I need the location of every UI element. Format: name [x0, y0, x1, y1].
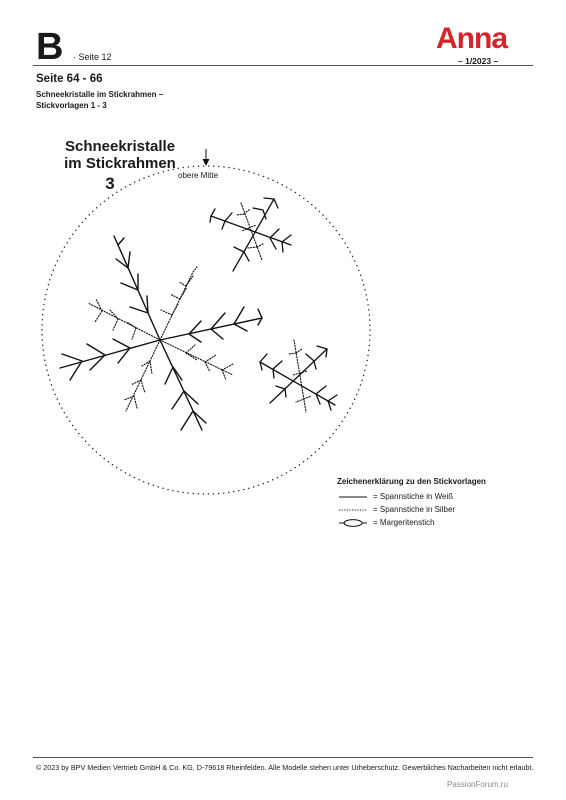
legend-title: Zeichenerklärung zu den Stickvorlagen	[337, 477, 486, 486]
lazy-daisy-icon	[337, 518, 371, 528]
small-snowflake-upper	[210, 198, 291, 271]
legend-item-white	[337, 490, 486, 503]
large-snowflake	[60, 236, 262, 430]
legend-item-silver	[337, 503, 486, 516]
dotted-line-icon	[337, 505, 371, 515]
pattern-title-line-2: im Stickrahmen	[64, 155, 176, 172]
subtitle-line-1: Schneekristalle im Stickrahmen –	[36, 90, 164, 99]
pattern-title	[40, 138, 200, 172]
footer-rule	[33, 757, 533, 758]
top-center-label: obere Mitte	[178, 171, 219, 180]
pattern-number: 3	[105, 174, 115, 193]
legend-item-lazy-daisy	[337, 516, 486, 529]
legend-label-lazy-daisy: = Margeritenstich	[373, 518, 435, 527]
pages-title: Seite 64 - 66	[36, 73, 103, 85]
page-reference: · Seite 12	[73, 52, 112, 62]
subtitle-line-2: Stickvorlagen 1 - 3	[36, 101, 107, 110]
legend-label-white: = Spannstiche in Weiß	[373, 492, 454, 501]
top-center-arrow-icon	[203, 149, 210, 166]
legend	[337, 477, 486, 529]
solid-line-icon	[337, 492, 371, 502]
legend-label-silver: = Spannstiche in Silber	[373, 505, 456, 514]
watermark: PassionForum.ru	[447, 780, 508, 789]
copyright-footer: © 2023 by BPV Medien Vertrieb GmbH & Co. KG, D-79618 Rheinfelden. Alle Modelle stehen unter Urheberschutz. Gewerbliches Nacharbeiten nicht erlaubt.	[36, 763, 534, 772]
section-letter: B	[36, 26, 64, 68]
brand-logo: Anna	[436, 22, 507, 55]
small-snowflake-lower	[260, 340, 337, 412]
issue-number: – 1/2023 –	[458, 56, 499, 66]
pattern-title-line-1: Schneekristalle	[64, 138, 176, 155]
